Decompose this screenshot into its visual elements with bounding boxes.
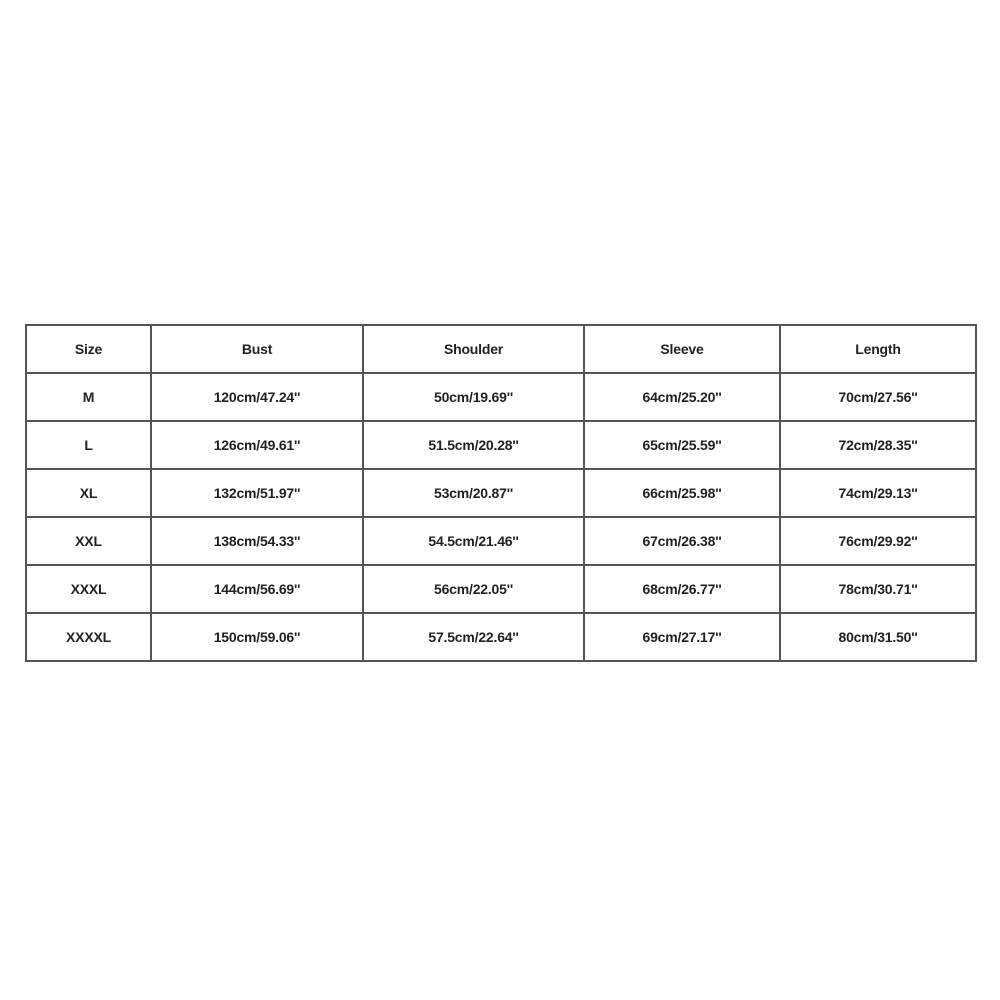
table-row <box>26 613 976 661</box>
cell-size: M <box>26 373 151 421</box>
cell-bust: 126cm/49.61'' <box>151 421 363 469</box>
cell-length: 74cm/29.13'' <box>780 469 976 517</box>
cell-size: XL <box>26 469 151 517</box>
table-row <box>26 517 976 565</box>
table-header-row <box>26 325 976 373</box>
cell-bust: 138cm/54.33'' <box>151 517 363 565</box>
cell-shoulder: 57.5cm/22.64'' <box>363 613 584 661</box>
cell-sleeve: 65cm/25.59'' <box>584 421 780 469</box>
table-row <box>26 469 976 517</box>
cell-shoulder: 56cm/22.05'' <box>363 565 584 613</box>
cell-size: XXXL <box>26 565 151 613</box>
header-sleeve: Sleeve <box>584 325 780 373</box>
table-row <box>26 565 976 613</box>
cell-bust: 150cm/59.06'' <box>151 613 363 661</box>
cell-shoulder: 50cm/19.69'' <box>363 373 584 421</box>
header-length: Length <box>780 325 976 373</box>
cell-sleeve: 64cm/25.20'' <box>584 373 780 421</box>
size-chart-table <box>25 324 977 662</box>
header-bust: Bust <box>151 325 363 373</box>
cell-sleeve: 68cm/26.77'' <box>584 565 780 613</box>
cell-length: 80cm/31.50'' <box>780 613 976 661</box>
cell-length: 70cm/27.56'' <box>780 373 976 421</box>
cell-shoulder: 54.5cm/21.46'' <box>363 517 584 565</box>
cell-length: 72cm/28.35'' <box>780 421 976 469</box>
cell-length: 76cm/29.92'' <box>780 517 976 565</box>
cell-size: L <box>26 421 151 469</box>
cell-size: XXXXL <box>26 613 151 661</box>
cell-sleeve: 69cm/27.17'' <box>584 613 780 661</box>
cell-length: 78cm/30.71'' <box>780 565 976 613</box>
cell-bust: 144cm/56.69'' <box>151 565 363 613</box>
cell-bust: 120cm/47.24'' <box>151 373 363 421</box>
cell-sleeve: 67cm/26.38'' <box>584 517 780 565</box>
table-row <box>26 373 976 421</box>
cell-bust: 132cm/51.97'' <box>151 469 363 517</box>
header-size: Size <box>26 325 151 373</box>
cell-sleeve: 66cm/25.98'' <box>584 469 780 517</box>
cell-shoulder: 53cm/20.87'' <box>363 469 584 517</box>
header-shoulder: Shoulder <box>363 325 584 373</box>
table-row <box>26 421 976 469</box>
cell-size: XXL <box>26 517 151 565</box>
cell-shoulder: 51.5cm/20.28'' <box>363 421 584 469</box>
